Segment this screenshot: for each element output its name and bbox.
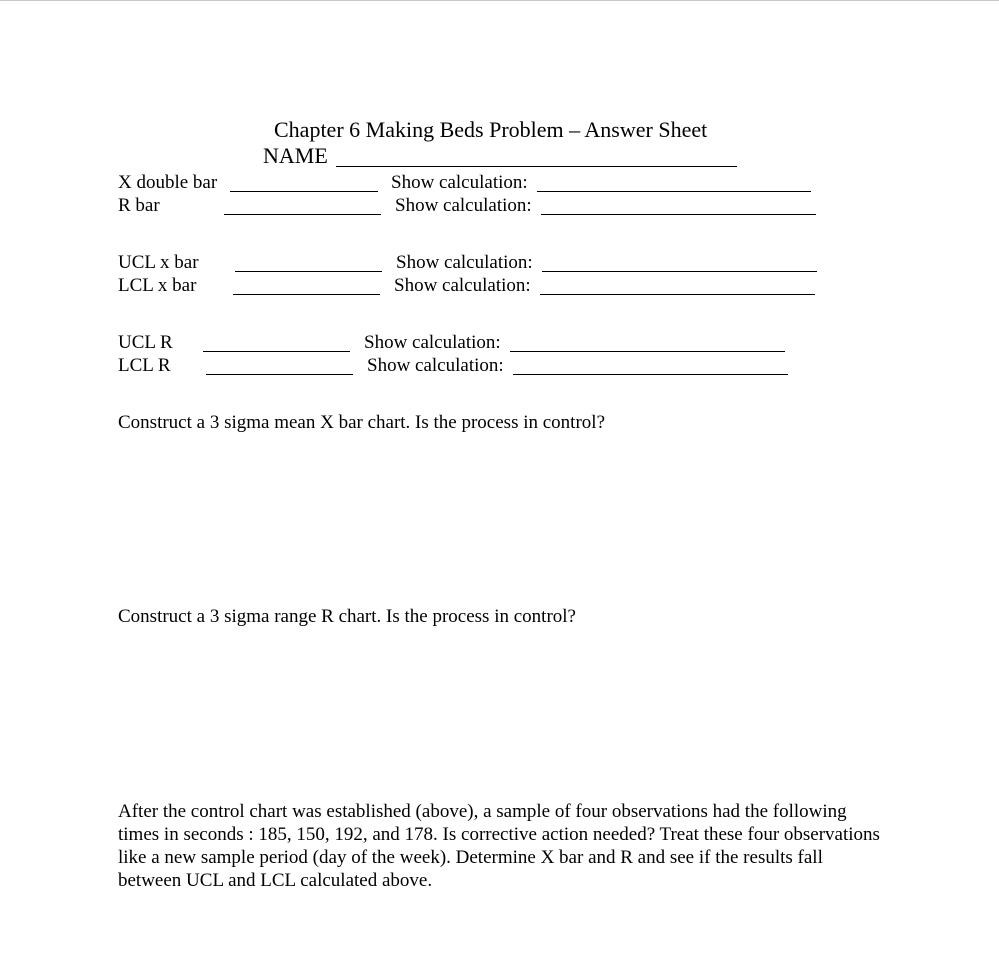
ucl-r-answer-blank[interactable]: [203, 351, 350, 352]
lcl-x-bar-label: LCL x bar: [118, 275, 197, 296]
page-title: Chapter 6 Making Beds Problem – Answer Sheet: [274, 117, 708, 142]
lcl-r-label: LCL R: [118, 355, 171, 376]
lcl-r-calc-blank[interactable]: [513, 374, 788, 375]
name-blank[interactable]: [336, 166, 737, 167]
ucl-r-calc-label: Show calculation:: [364, 332, 501, 353]
lcl-x-bar-calc-label: Show calculation:: [394, 275, 531, 296]
question-xbar-chart: Construct a 3 sigma mean X bar chart. Is the process in control?: [118, 412, 605, 433]
ucl-x-bar-calc-label: Show calculation:: [396, 252, 533, 273]
x-double-bar-calc-blank[interactable]: [537, 191, 811, 192]
lcl-r-answer-blank[interactable]: [206, 374, 353, 375]
ucl-x-bar-label: UCL x bar: [118, 252, 199, 273]
ucl-r-calc-blank[interactable]: [510, 351, 785, 352]
r-bar-calc-label: Show calculation:: [395, 195, 532, 216]
final-question-paragraph: After the control chart was established (above), a sample of four observations had the following times in seconds : 185, 150, 192, and 178. Is corrective action needed? Treat these four observations like a new sample period (day of the week). Determine X bar and R and see if the results fall between UCL and LCL calculated above.: [118, 801, 880, 891]
lcl-x-bar-answer-blank[interactable]: [233, 294, 380, 295]
r-bar-label: R bar: [118, 195, 160, 216]
ucl-x-bar-answer-blank[interactable]: [235, 271, 382, 272]
ucl-r-label: UCL R: [118, 332, 173, 353]
x-double-bar-label: X double bar: [118, 172, 218, 193]
lcl-x-bar-calc-blank[interactable]: [540, 294, 815, 295]
ucl-x-bar-calc-blank[interactable]: [542, 271, 817, 272]
lcl-r-calc-label: Show calculation:: [367, 355, 504, 376]
x-double-bar-calc-label: Show calculation:: [391, 172, 528, 193]
r-bar-calc-blank[interactable]: [541, 214, 816, 215]
x-double-bar-answer-blank[interactable]: [230, 191, 378, 192]
name-label: NAME: [263, 143, 328, 168]
page-top-border: [0, 0, 999, 1]
question-r-chart: Construct a 3 sigma range R chart. Is the process in control?: [118, 606, 576, 627]
r-bar-answer-blank[interactable]: [224, 214, 381, 215]
